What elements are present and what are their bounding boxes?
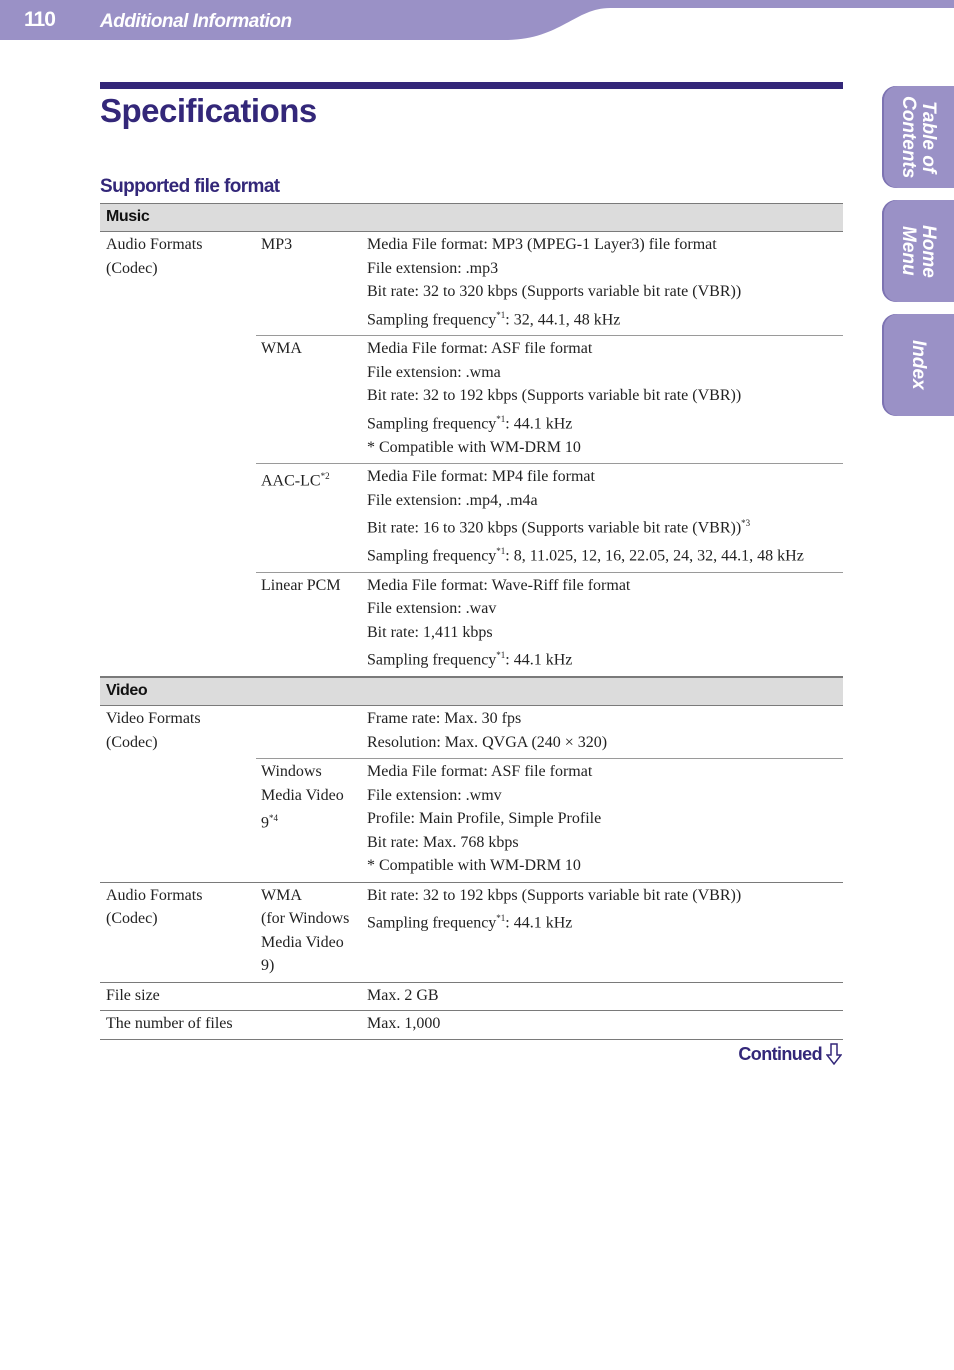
spec-line: Bit rate: 32 to 192 kbps (Supports variable bit rate (VBR)) <box>367 886 742 904</box>
spec-line: Sampling frequency$^{*1}$: 44.1 kHz <box>367 913 573 932</box>
spec-line: Bit rate: 16 to 320 kbps (Supports variable bit rate (VBR))$^{*3}$ <box>367 518 751 537</box>
spec-line: Sampling frequency$^{*1}$: 8, 11.025, 12, 16, 22.05, 24, 32, 44.1, 48 kHz <box>367 545 804 565</box>
video-heading: Video <box>100 677 843 706</box>
codec-cell: Windows Media Video 9$^{*4}$ <box>261 763 344 832</box>
continued-link[interactable] <box>738 1043 842 1065</box>
spec-cell <box>367 233 843 331</box>
spec-line: Bit rate: Max. 768 kbps <box>367 833 519 851</box>
arrow-down-icon <box>826 1043 842 1065</box>
page-header <box>0 0 954 40</box>
spec-cell <box>367 337 843 459</box>
spec-line: Profile: Main Profile, Simple Profile <box>367 810 602 828</box>
spec-line: File extension: .wav <box>367 600 497 618</box>
table-row <box>256 336 843 464</box>
spec-line: Media File format: Wave-Riff file format <box>367 576 631 594</box>
tab-table-of-contents[interactable] <box>882 86 954 188</box>
group-label: Video Formats (Codec) <box>106 710 201 751</box>
spec-line: File extension: .mp4, .m4a <box>367 491 538 509</box>
spec-line: Media File format: MP3 (MPEG-1 Layer3) file format <box>367 236 717 253</box>
spec-line: Bit rate: 32 to 192 kbps (Supports variable bit rate (VBR)) <box>367 387 742 405</box>
spec-line: Sampling frequency$^{*1}$: 44.1 kHz <box>367 650 573 669</box>
file-count-row <box>100 1011 843 1040</box>
page-title: Specifications <box>100 92 317 129</box>
table-row <box>256 573 843 676</box>
spec-line: Media File format: MP4 file format <box>367 468 595 486</box>
tab-index[interactable] <box>882 314 954 416</box>
music-heading: Music <box>100 203 843 232</box>
table-row <box>256 759 843 882</box>
table-row <box>256 232 843 336</box>
file-count-value: Max. 1,000 <box>367 1015 441 1033</box>
spec-line: Sampling frequency$^{*1}$: 44.1 kHz <box>367 413 573 433</box>
continued-label: Continued <box>738 1043 822 1064</box>
spec-line: File extension: .mp3 <box>367 259 499 277</box>
spec-line: * Compatible with WM-DRM 10 <box>367 857 581 875</box>
spec-cell <box>367 760 843 878</box>
spec-cell <box>367 574 843 672</box>
spec-line: * Compatible with WM-DRM 10 <box>367 438 581 456</box>
spec-cell <box>367 707 843 754</box>
codec-cell: WMA <box>261 340 302 358</box>
codec-cell: MP3 <box>261 236 293 253</box>
tab-label: Home Menu <box>898 224 939 278</box>
spec-line: Resolution: Max. QVGA (240 × 320) <box>367 733 608 751</box>
page-number: 110 <box>24 8 55 31</box>
spec-cell <box>367 465 843 568</box>
title-rule <box>100 82 843 89</box>
spec-line: Sampling frequency$^{*1}$: 32, 44.1, 48 kHz <box>367 309 621 328</box>
spec-line: Media File format: ASF file format <box>367 763 593 781</box>
spec-cell <box>367 884 843 978</box>
codec-cell: WMA (for Windows Media Video 9) <box>261 886 350 975</box>
tab-label: Index <box>908 340 929 390</box>
spec-line: File extension: .wmv <box>367 786 502 804</box>
spec-line: Frame rate: Max. 30 fps <box>367 710 522 728</box>
file-count-label: The number of files <box>106 1015 233 1033</box>
codec-cell: Linear PCM <box>261 576 341 594</box>
table-row <box>256 706 843 759</box>
group-label: Audio Formats (Codec) <box>106 236 203 277</box>
spec-line: Media File format: ASF file format <box>367 340 593 358</box>
video-audio-group <box>100 883 843 983</box>
codec-cell: AAC-LC$^{*2}$ <box>261 471 330 490</box>
music-audio-group <box>100 232 843 677</box>
group-label: Audio Formats (Codec) <box>106 886 203 928</box>
table-row <box>256 883 843 982</box>
table-row <box>256 464 843 573</box>
section-title: Additional Information <box>100 11 292 32</box>
spec-line: Bit rate: 1,411 kbps <box>367 623 493 641</box>
file-size-row <box>100 983 843 1012</box>
file-size-value: Max. 2 GB <box>367 986 439 1004</box>
subsection-title: Supported file format <box>100 176 280 197</box>
spec-line: Bit rate: 32 to 320 kbps (Supports variable bit rate (VBR)) <box>367 283 742 300</box>
spec-table <box>100 203 843 1040</box>
video-format-group <box>100 706 843 883</box>
spec-line: File extension: .wma <box>367 363 501 381</box>
file-size-label: File size <box>106 986 160 1004</box>
tab-home-menu[interactable] <box>882 200 954 302</box>
codec-cell <box>256 707 367 754</box>
tab-label: Table of Contents <box>898 95 939 179</box>
